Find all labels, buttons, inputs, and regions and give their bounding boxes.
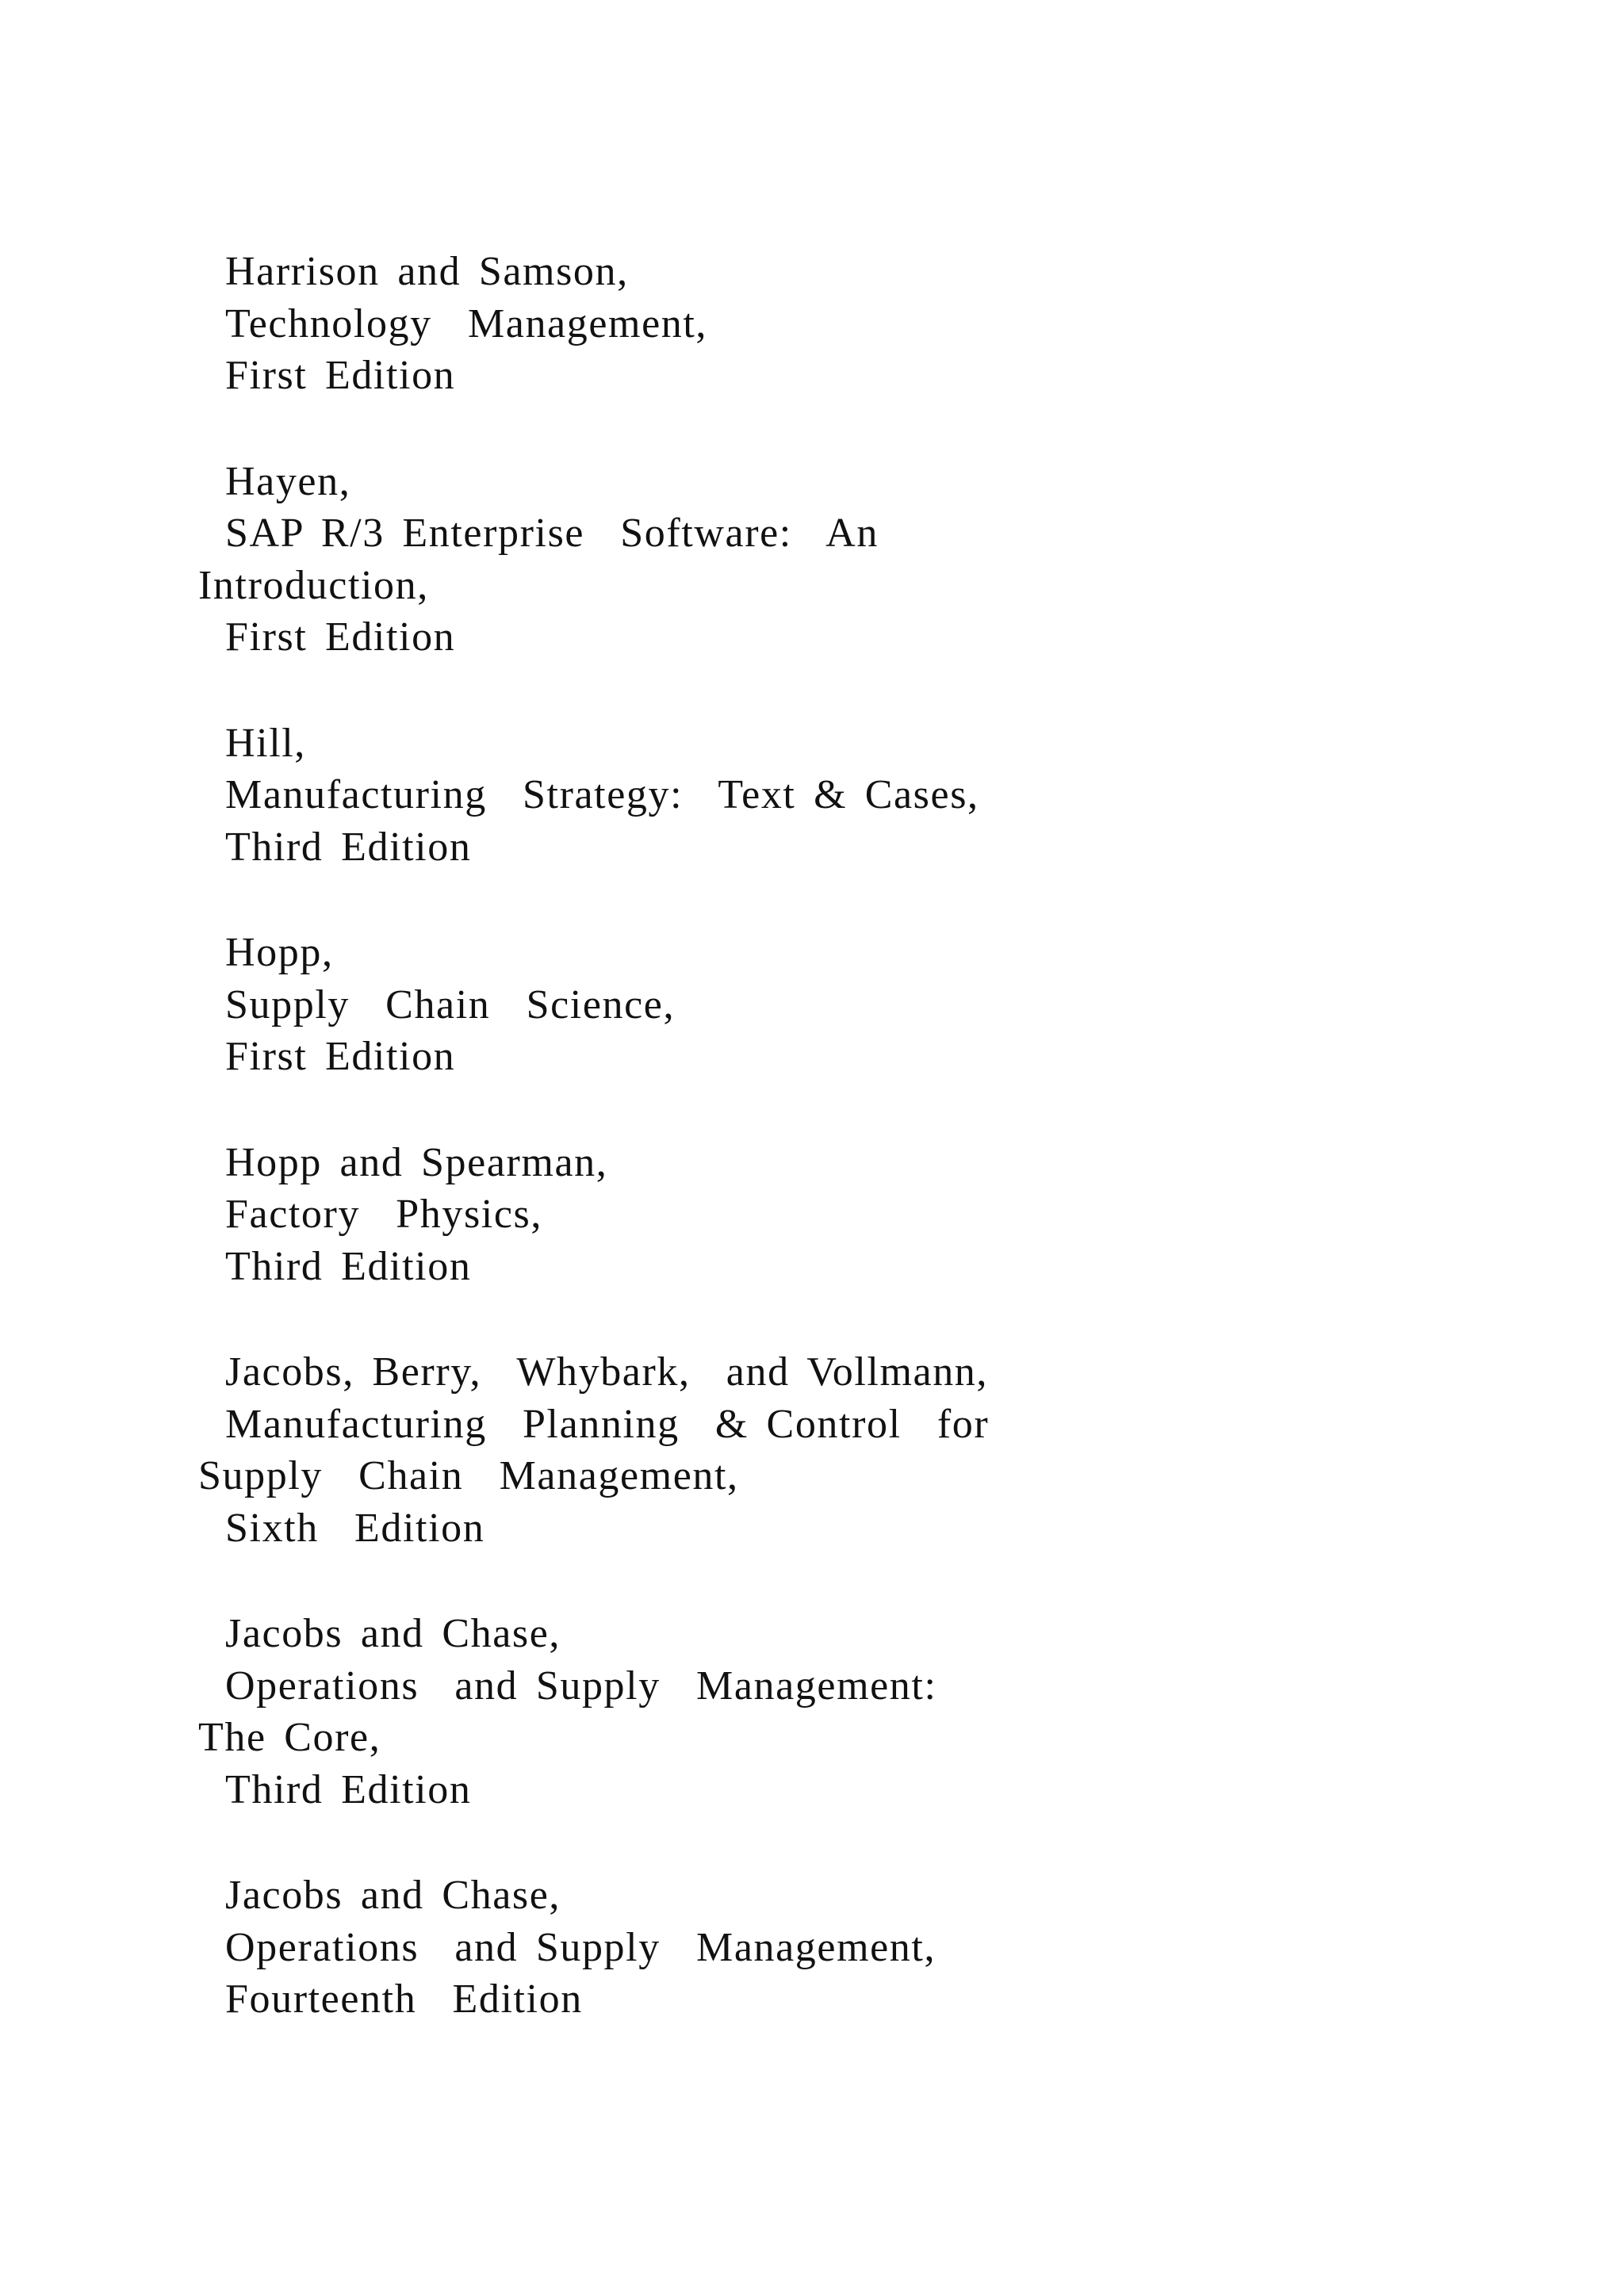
edition-line: First Edition [225, 1034, 456, 1079]
author-line: Harrison and Samson, [225, 249, 629, 294]
author-line: Jacobs and Chase, [225, 1611, 561, 1656]
bibliography-list [198, 246, 1388, 2080]
title-continuation-line: Introduction, [198, 562, 429, 608]
title-continuation-line: Supply Chain Management, [198, 1453, 739, 1498]
author-line: Hill, [225, 720, 306, 766]
list-item [198, 927, 1388, 1083]
title-line: Technology Management, [225, 300, 707, 346]
list-item [198, 246, 1388, 402]
list-item [198, 456, 1388, 664]
edition-line: Third Edition [225, 1766, 472, 1812]
title-line: Operations and Supply Management: [225, 1663, 937, 1709]
title-line: SAP R/3 Enterprise Software: An [225, 511, 879, 556]
title-line: Manufacturing Strategy: Text & Cases, [225, 772, 979, 817]
edition-line: Third Edition [225, 824, 472, 870]
author-line: Hayen, [225, 458, 351, 504]
list-item [198, 1346, 1388, 1554]
title-line: Supply Chain Science, [225, 982, 676, 1027]
edition-line: First Edition [225, 353, 456, 398]
title-line: Operations and Supply Management, [225, 1924, 936, 1970]
edition-line: Sixth Edition [225, 1505, 485, 1551]
list-item [198, 1137, 1388, 1293]
list-item [198, 1608, 1388, 1816]
author-line: Hopp and Spearman, [225, 1139, 608, 1185]
edition-line: Fourteenth Edition [225, 1976, 583, 2022]
list-item [198, 1869, 1388, 2026]
author-line: Jacobs, Berry, Whybark, and Vollmann, [225, 1349, 989, 1395]
author-line: Jacobs and Chase, [225, 1873, 561, 1918]
list-item [198, 718, 1388, 874]
author-line: Hopp, [225, 930, 334, 975]
title-line: Factory Physics, [225, 1192, 542, 1237]
title-line: Manufacturing Planning & Control for [225, 1401, 990, 1447]
title-continuation-line: The Core, [198, 1715, 381, 1760]
edition-line: First Edition [225, 614, 456, 660]
edition-line: Third Edition [225, 1243, 472, 1289]
